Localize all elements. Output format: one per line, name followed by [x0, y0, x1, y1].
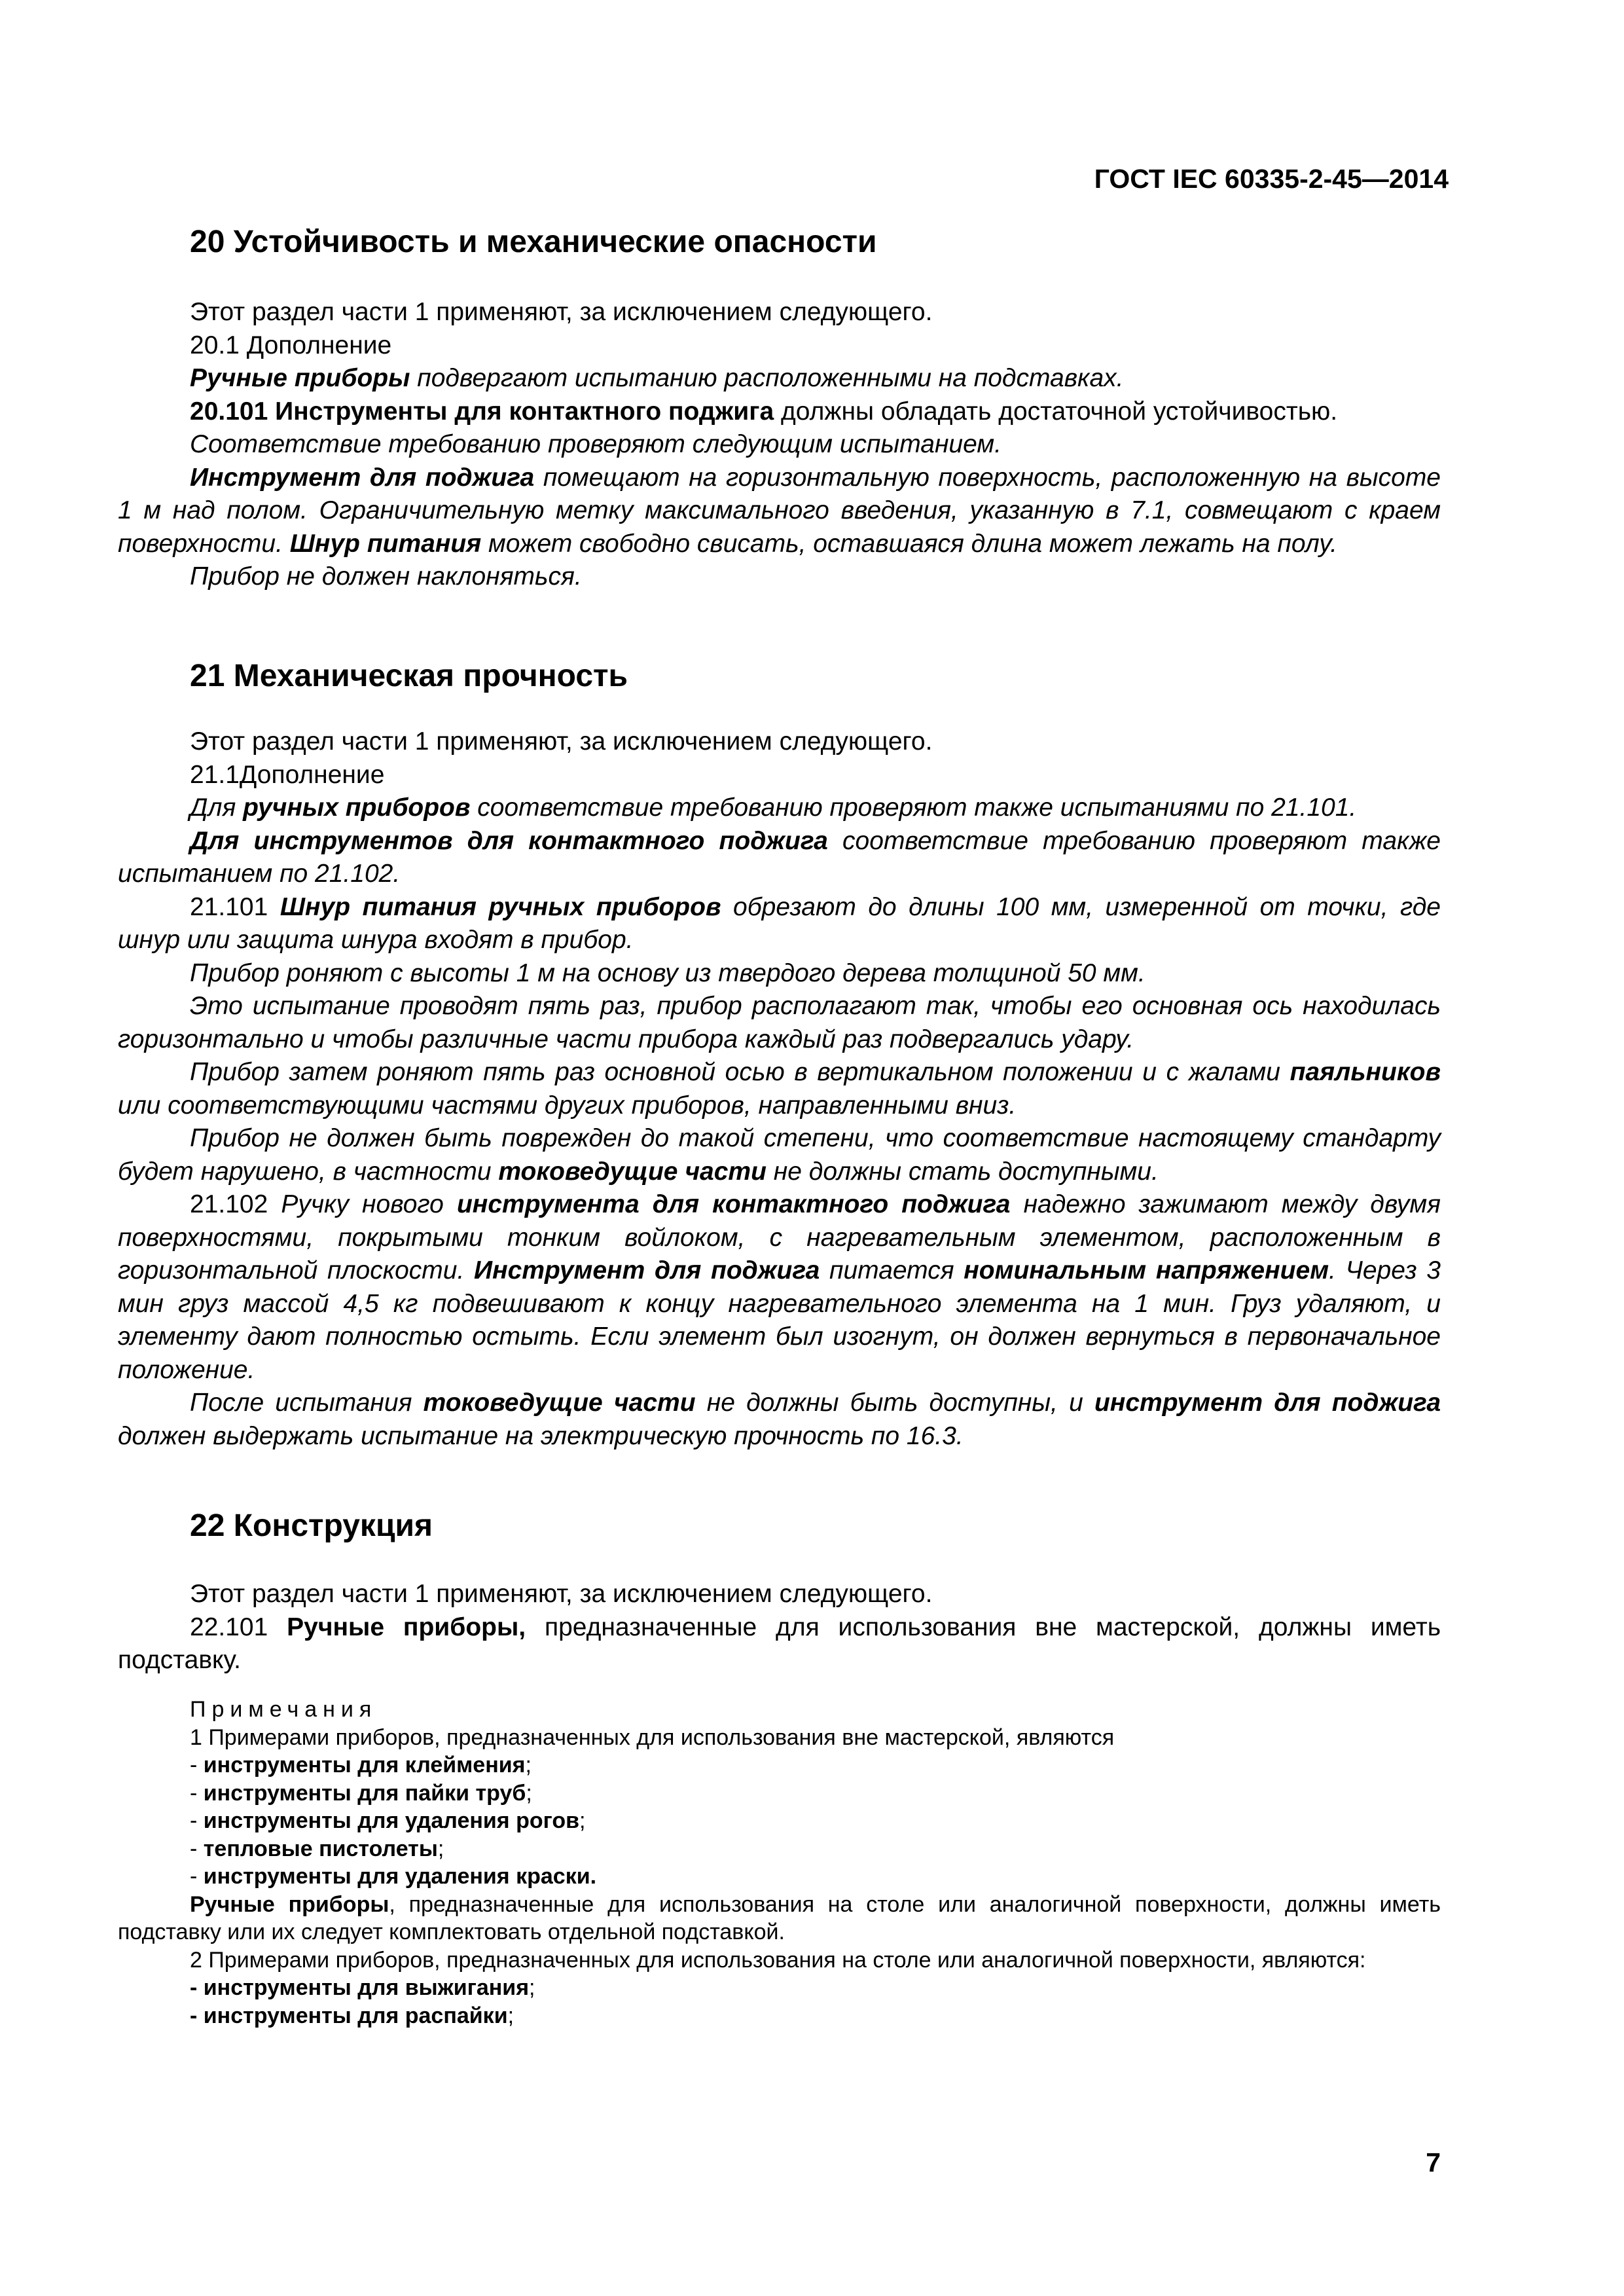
term: инструменты для удаления краски.: [203, 1864, 597, 1889]
list-item: - инструменты для удаления краски.: [190, 1864, 597, 1889]
paragraph: 20.101 Инструменты для контактного поджига должны обладать достаточной устойчивостью.: [190, 397, 1338, 426]
paragraph: 21.1Дополнение: [190, 760, 385, 789]
term: номинальным напряжением: [964, 1256, 1329, 1285]
term: инструмента для контактного поджига: [456, 1190, 1011, 1218]
clause-heading: 20.101 Инструменты для контактного поджига: [190, 397, 774, 426]
paragraph: Прибор роняют с высоты 1 м на основу из твердого дерева толщиной 50 мм.: [190, 958, 1146, 987]
paragraph: Ручные приборы подвергают испытанию расположенными на подставках.: [190, 364, 1124, 392]
paragraph: Этот раздел части 1 применяют, за исключением следующего.: [190, 727, 933, 756]
notes-heading: Примечания: [190, 1697, 378, 1722]
term: паяльников: [1290, 1058, 1441, 1086]
note-list-2: [118, 1974, 1441, 2030]
term: токоведущие части: [423, 1389, 696, 1417]
list-item: - тепловые пистолеты;: [190, 1836, 444, 1861]
paragraph: Этот раздел части 1 применяют, за исключением следующего.: [190, 1580, 933, 1608]
section-21-title: 21 Механическая прочность: [190, 659, 628, 693]
note-list-1: [118, 1751, 1441, 1891]
term: Шнур питания: [289, 529, 482, 558]
list-item: - инструменты для распайки;: [190, 2003, 514, 2028]
note-paragraph: Ручные приборы, предназначенные для использования на столе или аналогичной поверхности, должны иметь подставку или их следует комплектовать отдельной подставкой.: [118, 1891, 1441, 1944]
paragraph: Соответствие требованию проверяют следующим испытанием.: [190, 430, 1001, 458]
paragraph: 21.102 Ручку нового инструмента для контактного поджига надежно зажимают между двумя поверхностями, покрытыми тонким войлоком, с нагревательным элементом, расположенным в горизонтальной плоскости. Инструмент для поджига питается номинальным напряжением. Через 3 мин груз массой 4,5 кг подвешивают к концу нагревательного элемента на 1 мин. Груз удаляют, и элементу дают полностью остыть. Если элемент был изогнут, он должен вернуться в первоначальное положение.: [118, 1190, 1441, 1384]
term: Ручные приборы: [190, 364, 410, 392]
paragraph: Прибор не должен быть поврежден до такой степени, что соответствие настоящему стандарту будет нарушено, в частности токоведущие части не должны стать доступными.: [118, 1124, 1441, 1186]
standard-header: ГОСТ IEC 60335-2-45—2014: [1094, 164, 1449, 194]
list-item: - инструменты для удаления рогов;: [190, 1808, 586, 1833]
paragraph: После испытания токоведущие части не должны быть доступны, и инструмент для поджига должен выдержать испытание на электрическую прочность по 16.3.: [118, 1389, 1441, 1450]
paragraph: Этот раздел части 1 применяют, за исключением следующего.: [190, 298, 933, 326]
term: инструменты для пайки труб: [203, 1780, 526, 1806]
paragraph: Прибор затем роняют пять раз основной осью в вертикальном положении и с жалами паяльников или соответствующими частями других приборов, направленными вниз.: [118, 1058, 1441, 1120]
term: токоведущие части: [498, 1157, 767, 1186]
term: ручных приборов: [243, 793, 471, 822]
term: - инструменты для выжигания: [190, 1975, 530, 2000]
term: тепловые пистолеты: [203, 1836, 438, 1861]
term: инструменты для удаления рогов: [203, 1808, 580, 1833]
paragraph: 20.1 Дополнение: [190, 331, 392, 359]
term: - инструменты для распайки: [190, 2003, 508, 2028]
term: инструменты для клеймения: [203, 1753, 526, 1777]
term: Инструмент для поджига: [474, 1256, 820, 1285]
section-22-title: 22 Конструкция: [190, 1508, 433, 1543]
paragraph: Для ручных приборов соответствие требованию проверяют также испытаниями по 21.101.: [190, 793, 1357, 822]
term: Ручные приборы: [190, 1891, 389, 1917]
paragraph: 21.101 Шнур питания ручных приборов обрезают до длины 100 мм, измеренной от точки, где шнур или защита шнура входят в прибор.: [118, 892, 1441, 954]
term: Инструмент для поджига: [190, 463, 535, 492]
term: Для инструментов для контактного поджига: [190, 826, 828, 855]
page-number: 7: [1426, 2147, 1441, 2178]
term: Шнур питания ручных приборов: [280, 892, 721, 921]
paragraph: 22.101 Ручные приборы, предназначенные для использования вне мастерской, должны иметь подставку.: [118, 1613, 1441, 1674]
paragraph: Прибор не должен наклоняться.: [190, 562, 582, 591]
notes-block: [118, 1696, 1441, 2030]
term: инструмент для поджига: [1094, 1389, 1441, 1417]
paragraph: Инструмент для поджига помещают на горизонтальную поверхность, расположенную на высоте 1 м над полом. Ограничительную метку максимального введения, указанную в 7.1, совмещают с краем поверхности. Шнур питания может свободно свисать, оставшаяся длина может лежать на полу.: [118, 463, 1441, 558]
list-item: - инструменты для выжигания;: [190, 1975, 535, 2000]
list-item: - инструменты для клеймения;: [190, 1753, 532, 1777]
note-2: 2 Примерами приборов, предназначенных для использования на столе или аналогичной поверхности, являются:: [190, 1947, 1366, 1973]
note-1: 1 Примерами приборов, предназначенных для использования вне мастерской, являются: [190, 1724, 1115, 1750]
paragraph: Для инструментов для контактного поджига соответствие требованию проверяют также испытанием по 21.102.: [118, 826, 1441, 888]
paragraph: Это испытание проводят пять раз, прибор располагают так, чтобы его основная ось находилась горизонтально и чтобы различные части прибора каждый раз подвергались удару.: [118, 992, 1441, 1053]
list-item: - инструменты для пайки труб;: [190, 1780, 532, 1806]
section-21-body: [118, 725, 1441, 1453]
term: Ручные приборы,: [287, 1613, 526, 1641]
section-22-body: [118, 1578, 1441, 1677]
section-20-title: 20 Устойчивость и механические опасности: [190, 225, 877, 259]
section-20-body: [118, 296, 1441, 594]
